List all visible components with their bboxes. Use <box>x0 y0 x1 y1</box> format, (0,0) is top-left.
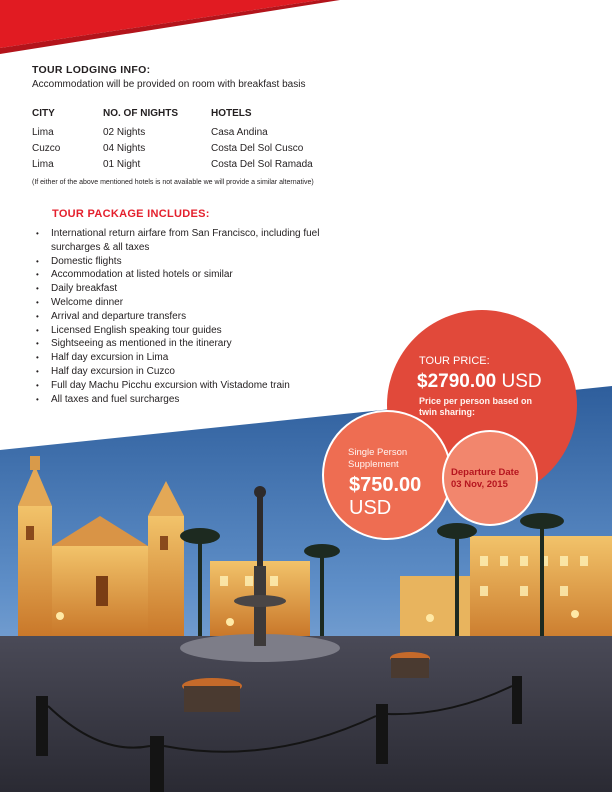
list-item: • Sightseeing as mentioned in the itinerary <box>36 337 326 351</box>
single-supplement-currency: USD <box>349 497 392 519</box>
single-supplement-label: Single Person Supplement <box>348 447 408 470</box>
list-item: • Accommodation at listed hotels or similar <box>36 268 326 282</box>
col-header-city: CITY <box>32 107 55 119</box>
cell-city: Lima <box>32 126 54 138</box>
cell-city: Cuzco <box>32 142 61 154</box>
departure-date-label: Departure Date <box>451 467 520 478</box>
cell-nights: 04 Nights <box>103 142 146 154</box>
hotel-alternative-note: (If either of the above mentioned hotels is not available we will provide a similar alternative) <box>32 179 314 186</box>
cell-hotel: Costa Del Sol Ramada <box>211 158 313 170</box>
departure-date <box>451 467 531 490</box>
tour-price-amount: $2790.00 <box>417 371 497 392</box>
tour-price-currency: USD <box>501 371 542 392</box>
lodging-header-row <box>32 106 313 124</box>
cell-hotel: Casa Andina <box>211 126 268 138</box>
list-item: • International return airfare from San Francisco, including fuel surcharges & all taxes <box>36 227 326 255</box>
col-header-hotels: HOTELS <box>211 107 252 119</box>
lodging-table <box>32 106 313 172</box>
list-item: • All taxes and fuel surcharges <box>36 393 326 407</box>
cell-nights: 02 Nights <box>103 126 146 138</box>
tour-price-label: TOUR PRICE: <box>419 355 490 367</box>
list-item: • Domestic flights <box>36 255 326 269</box>
list-item: • Full day Machu Picchu excursion with Vistadome train <box>36 379 326 393</box>
col-header-nights: NO. OF NIGHTS <box>103 107 178 119</box>
list-item: • Half day excursion in Cuzco <box>36 365 326 379</box>
list-item: • Half day excursion in Lima <box>36 351 326 365</box>
single-supplement-amount: $750.00 <box>349 474 422 496</box>
list-item: • Daily breakfast <box>36 282 326 296</box>
lodging-subtitle: Accommodation will be provided on room with breakfast basis <box>32 79 306 90</box>
table-row <box>32 156 313 172</box>
lodging-title: TOUR LODGING INFO: <box>32 64 151 76</box>
cell-nights: 01 Night <box>103 158 141 170</box>
package-list <box>36 227 326 406</box>
cell-city: Lima <box>32 158 54 170</box>
table-row <box>32 140 313 156</box>
cell-hotel: Costa Del Sol Cusco <box>211 142 304 154</box>
departure-date-value: 03 Nov, 2015 <box>451 478 508 490</box>
list-item: • Licensed English speaking tour guides <box>36 324 326 338</box>
tour-price-note: Price per person based on twin sharing: <box>419 396 533 417</box>
table-row <box>32 124 313 140</box>
tour-price-value <box>417 371 542 393</box>
package-title: TOUR PACKAGE INCLUDES: <box>52 208 210 220</box>
list-item: • Welcome dinner <box>36 296 326 310</box>
corner-decoration <box>0 0 612 60</box>
list-item: • Arrival and departure transfers <box>36 310 326 324</box>
